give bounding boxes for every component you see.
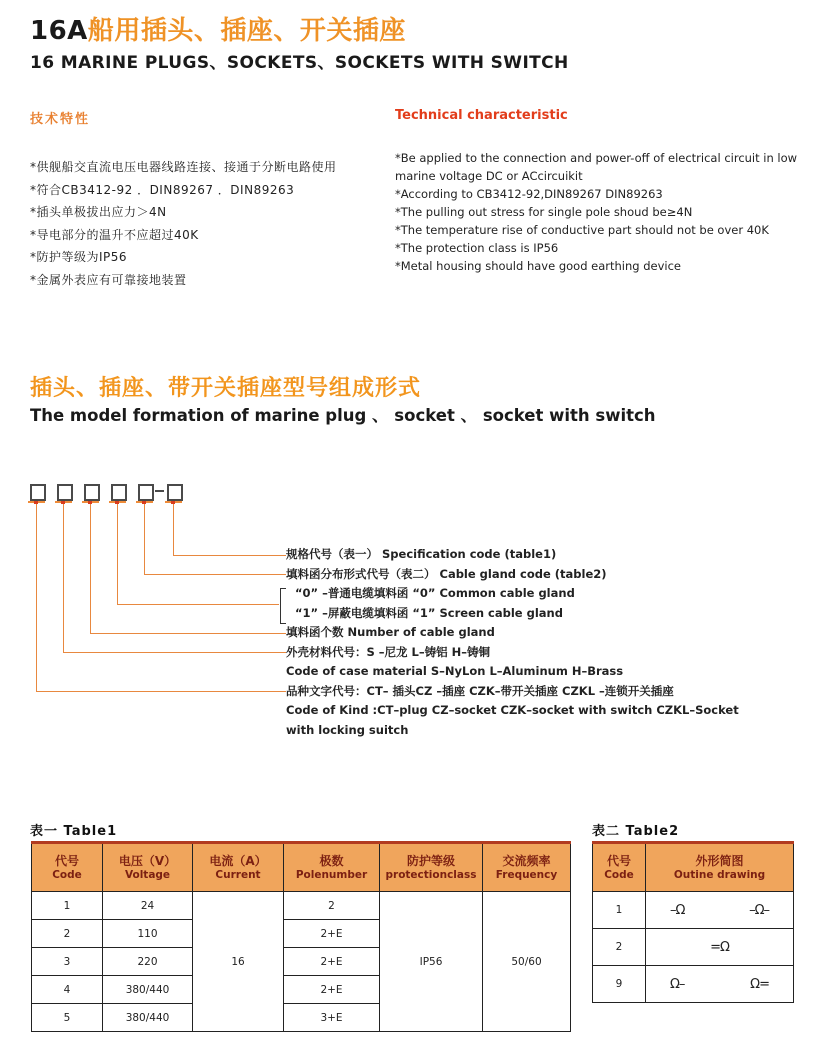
table2-caption: 表二 Table2 — [592, 824, 680, 839]
model-en-heading: The model formation of marine plug 、 socket 、 socket with switch — [30, 406, 656, 425]
gland-right-icon: Ω– — [670, 976, 685, 992]
code-cell: 2 — [32, 920, 103, 948]
table1-header-code: 代号 Code — [32, 843, 103, 892]
table1-header-protection: 防护等级 protectionclass — [380, 843, 483, 892]
pole-cell: 2 — [284, 892, 380, 920]
legend-line-material-en: Code of case material S–NyLon L–Aluminum H–Brass — [286, 664, 624, 678]
tech-zh-item: *供舰船交直流电压电器线路连接、接通于分断电路使用 — [30, 160, 337, 174]
legend-line-specification: 规格代号（表一） Specification code (table1) — [286, 547, 557, 561]
tech-en-list — [395, 149, 815, 275]
table-row — [593, 966, 794, 1003]
title-zh: 船用插头、插座、开关插座 — [87, 16, 406, 46]
tech-en-item: *The temperature rise of conductive part should not be over 40K — [395, 223, 769, 237]
table1-header-row — [32, 843, 571, 892]
table2-header-drawing: 外形简图 Outine drawing — [646, 843, 794, 892]
model-code-dash — [155, 490, 164, 492]
legend-line-kind-en-wrap: with locking suitch — [286, 722, 409, 737]
model-zh-heading: 插头、插座、带开关插座型号组成形式 — [30, 376, 422, 401]
pole-cell: 2+E — [284, 920, 380, 948]
table1 — [31, 841, 571, 1032]
voltage-cell: 24 — [103, 892, 193, 920]
voltage-cell: 220 — [103, 948, 193, 976]
connector-line-kind — [36, 504, 286, 692]
tech-zh-item: *符合CB3412-92 ．DIN89267 ．DIN89263 — [30, 182, 295, 197]
tech-zh-heading: 技术特性 — [30, 112, 91, 127]
table2-header-code: 代号 Code — [593, 843, 646, 892]
code-cell: 5 — [32, 1004, 103, 1032]
gland-left-icon: –Ω — [670, 902, 685, 918]
model-code-box-2 — [57, 484, 73, 501]
model-code-box-5 — [138, 484, 154, 501]
tech-zh-item: *金属外表应有可靠接地装置 — [30, 272, 187, 287]
tech-zh-item: *防护等级为IP56 — [30, 250, 128, 264]
pole-cell: 2+E — [284, 976, 380, 1004]
voltage-cell: 380/440 — [103, 1004, 193, 1032]
protection-cell: IP56 — [380, 892, 483, 1032]
drawing-cell — [646, 892, 794, 929]
tech-en-column — [395, 108, 815, 275]
gland-double-left-icon: =Ω — [710, 939, 729, 955]
tech-en-item: *Metal housing should have good earthing device — [395, 259, 682, 273]
drawing-cell — [646, 966, 794, 1003]
code-cell: 1 — [32, 892, 103, 920]
gland-double-right-icon: Ω= — [750, 976, 769, 992]
table1-caption: 表一 Table1 — [30, 824, 118, 839]
table1-header-frequency: 交流频率 Frequency — [483, 843, 571, 892]
table2 — [592, 841, 794, 1003]
table2-header-row — [593, 843, 794, 892]
voltage-cell: 110 — [103, 920, 193, 948]
model-code-legend — [286, 545, 826, 740]
page-subtitle: 16 MARINE PLUGS、SOCKETS、SOCKETS WITH SWITCH — [30, 53, 569, 73]
pole-cell: 3+E — [284, 1004, 380, 1032]
table1-header-polenumber: 极数 Polenumber — [284, 843, 380, 892]
page-header — [30, 10, 569, 73]
model-code-box-3 — [84, 484, 100, 501]
model-code-box-1 — [30, 484, 46, 501]
tech-en-item: *The protection class is IP56 — [395, 241, 559, 255]
legend-line-kind-zh: 品种文字代号：CT– 插头CZ –插座 CZK–带开关插座 CZKL –连锁开关插座 — [286, 683, 674, 698]
legend-line-screen-gland: “1” –屏蔽电缆填料函 “1” Screen cable gland — [295, 605, 563, 620]
model-code-box-6 — [167, 484, 183, 501]
code-cell: 9 — [593, 966, 646, 1003]
tech-zh-item: *插头单极拔出应力＞4N — [30, 205, 167, 219]
tech-zh-item: *导电部分的温升不应超过40K — [30, 227, 199, 242]
legend-line-common-gland: “0” –普通电缆填料函 “0” Common cable gland — [295, 586, 575, 600]
table-row — [593, 929, 794, 966]
current-cell: 16 — [193, 892, 284, 1032]
tech-en-item: *The pulling out stress for single pole shoud be≥4N — [395, 205, 693, 219]
tech-en-item: *According to CB3412-92,DIN89267 DIN89263 — [395, 187, 663, 201]
tech-en-item: *Be applied to the connection and power-off of electrical circuit in low marine voltage DC or ACcircuikit — [395, 151, 798, 183]
legend-line-gland-number: 填料函个数 Number of cable gland — [286, 625, 495, 639]
tech-zh-list — [30, 156, 385, 291]
table1-header-current: 电流（A） Current — [193, 843, 284, 892]
table-row — [32, 892, 571, 920]
model-section-header — [30, 371, 656, 426]
tech-zh-column — [30, 108, 385, 291]
gland-both-icon: –Ω– — [749, 902, 769, 918]
title-prefix: 16A — [30, 16, 88, 46]
voltage-cell: 380/440 — [103, 976, 193, 1004]
code-cell: 3 — [32, 948, 103, 976]
page-title — [30, 10, 569, 47]
pole-cell: 2+E — [284, 948, 380, 976]
model-code-box-4 — [111, 484, 127, 501]
code-cell: 4 — [32, 976, 103, 1004]
frequency-cell: 50/60 — [483, 892, 571, 1032]
legend-line-kind-en: Code of Kind :CT–plug CZ–socket CZK–socket with switch CZKL–Socket — [286, 703, 739, 717]
code-cell: 2 — [593, 929, 646, 966]
tech-en-heading: Technical characteristic — [395, 108, 568, 123]
legend-line-material-zh: 外壳材料代号：S –尼龙 L–铸铝 H–铸铜 — [286, 644, 490, 659]
table1-header-voltage: 电压（V） Voltage — [103, 843, 193, 892]
code-cell: 1 — [593, 892, 646, 929]
table-row — [593, 892, 794, 929]
drawing-cell — [646, 929, 794, 966]
legend-line-gland-code: 填料函分布形式代号（表二） Cable gland code (table2) — [286, 566, 607, 581]
